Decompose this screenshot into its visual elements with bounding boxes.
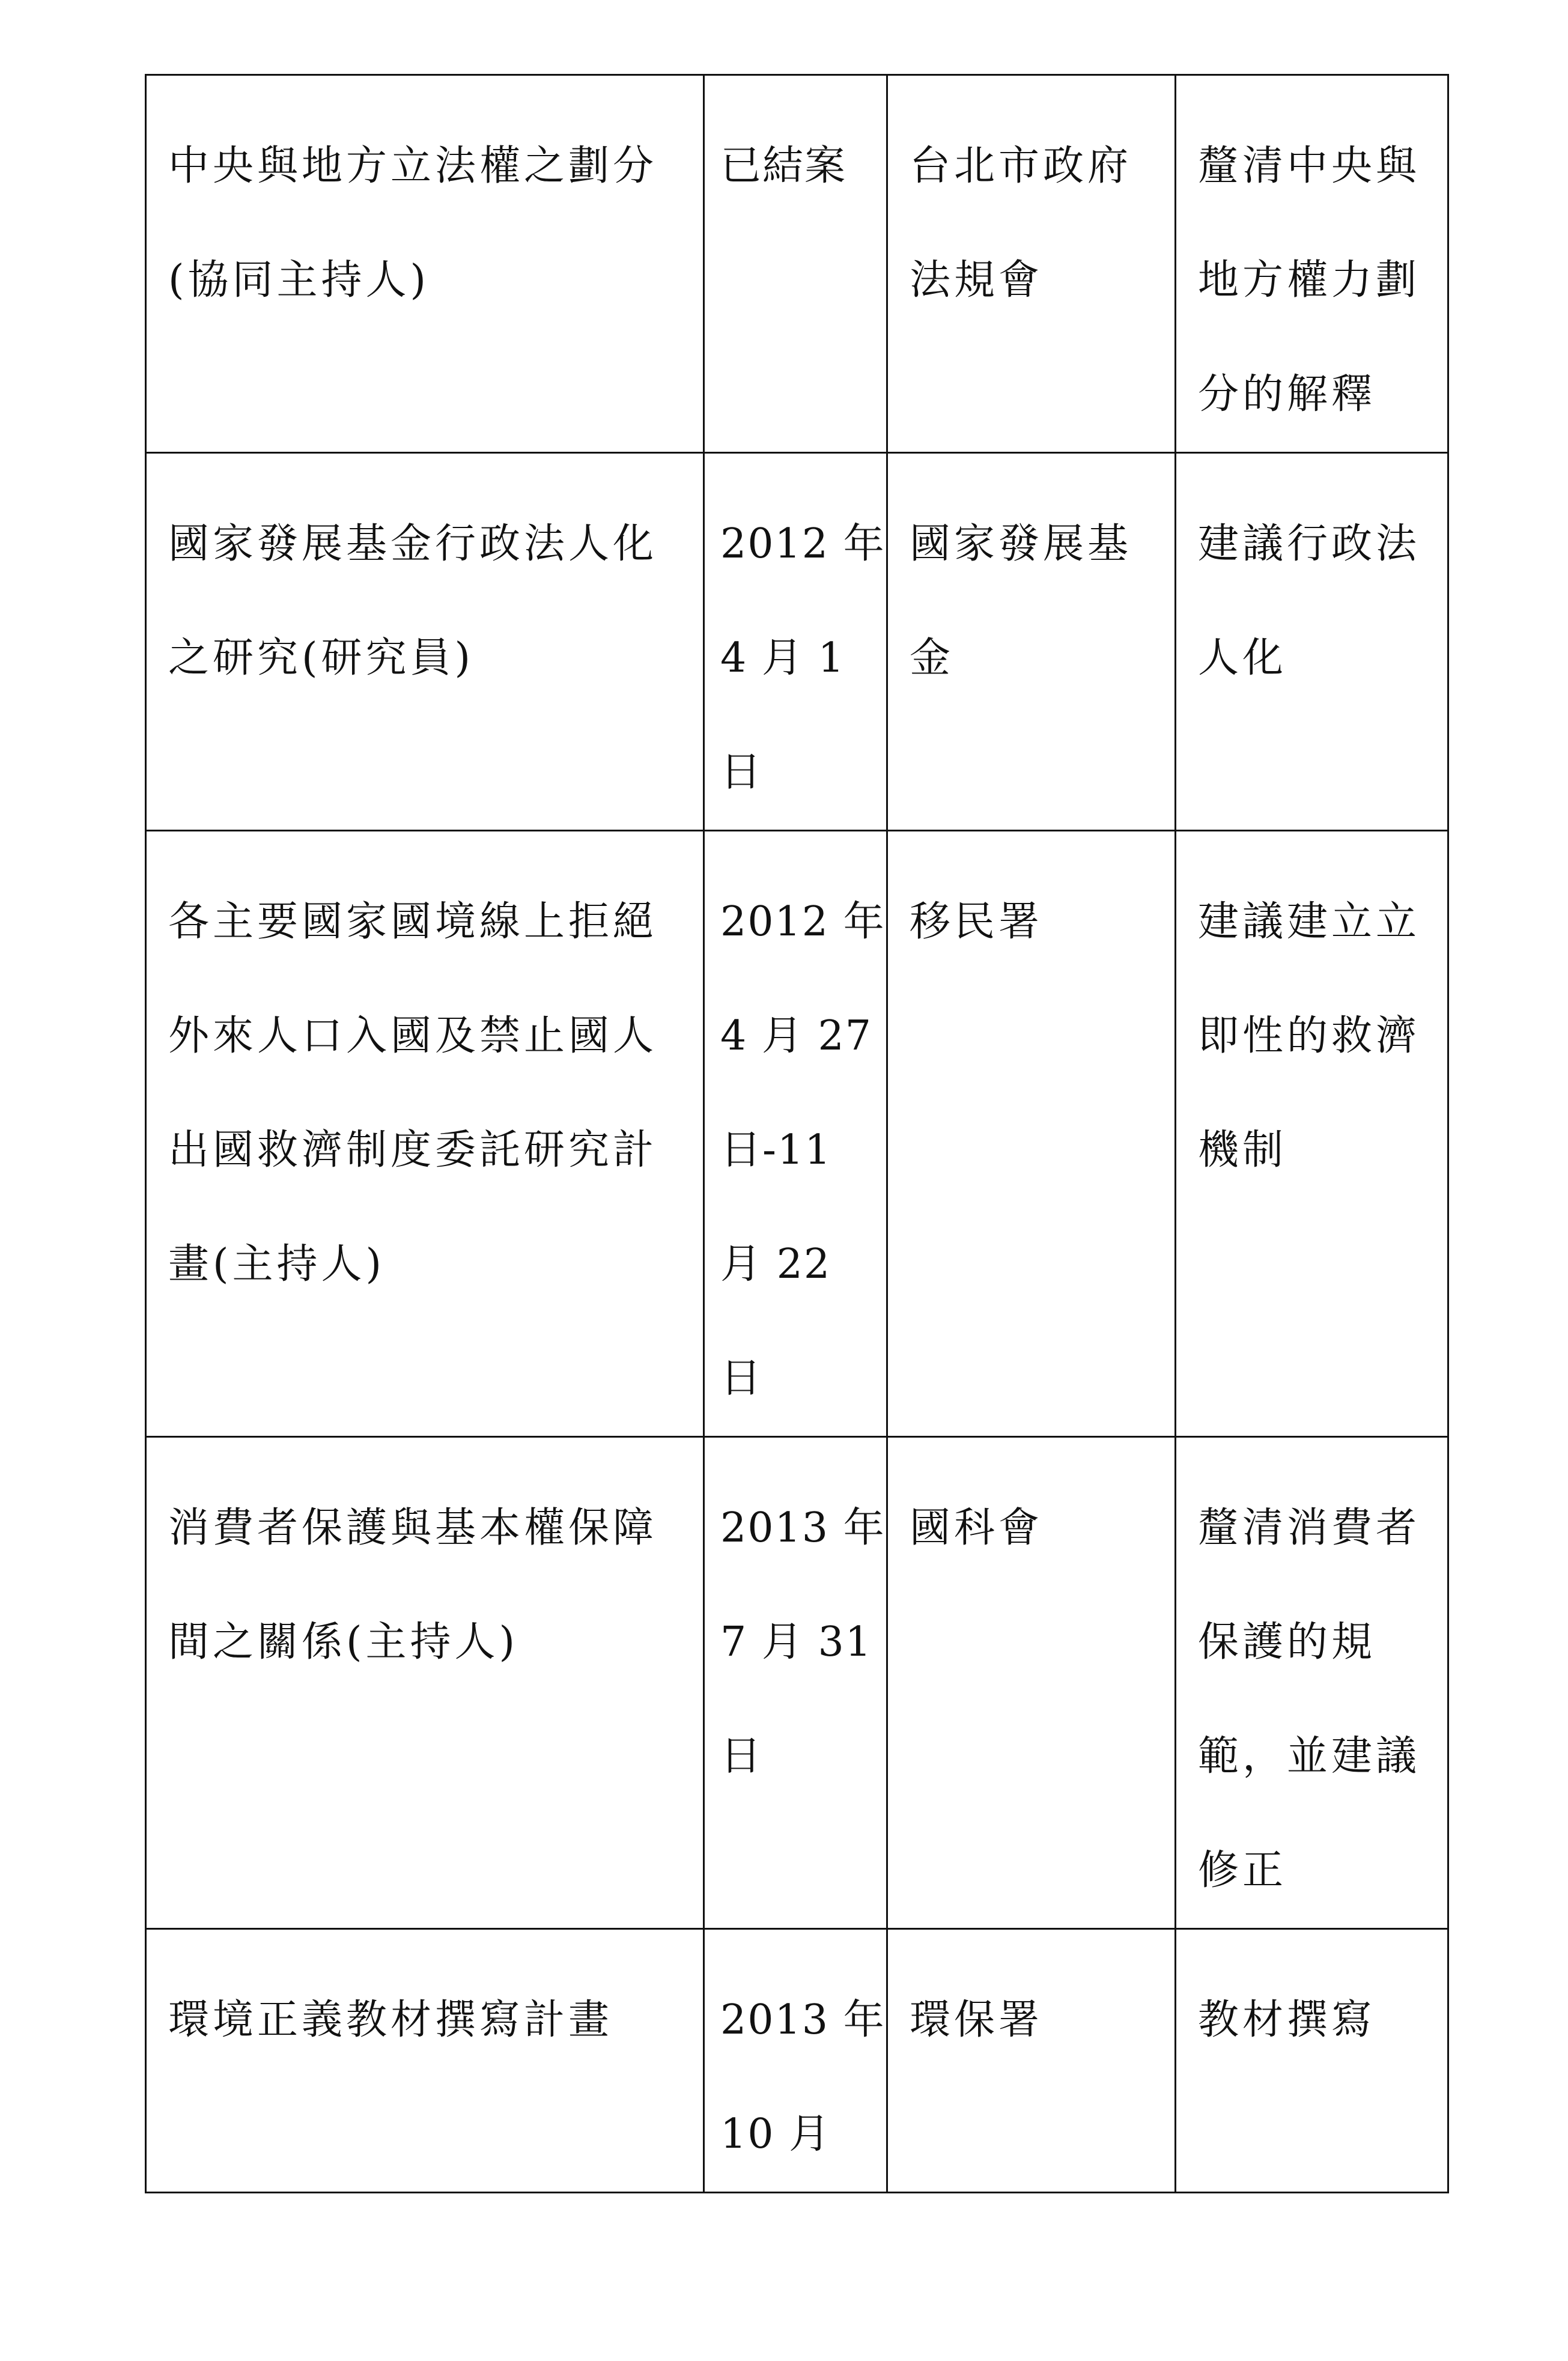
research-projects-table bbox=[145, 74, 1449, 2193]
agency-cell: 環保署 bbox=[887, 1929, 1176, 2193]
project-cell: 各主要國家國境線上拒絕 外來人口入國及禁止國人 出國救濟制度委託研究計 畫(主持人) bbox=[146, 831, 704, 1437]
project-cell: 中央與地方立法權之劃分 (協同主持人) bbox=[146, 75, 704, 453]
agency-cell: 移民署 bbox=[887, 831, 1176, 1437]
agency-cell: 國科會 bbox=[887, 1437, 1176, 1929]
result-cell: 釐清消費者 保護的規 範，並建議 修正 bbox=[1176, 1437, 1448, 1929]
agency-cell: 台北市政府 法規會 bbox=[887, 75, 1176, 453]
result-cell: 建議建立立 即性的救濟 機制 bbox=[1176, 831, 1448, 1437]
table-row bbox=[146, 453, 1448, 831]
result-cell: 釐清中央與 地方權力劃 分的解釋 bbox=[1176, 75, 1448, 453]
date-cell: 已結案 bbox=[704, 75, 887, 453]
date-cell: 2013 年 7 月 31 日 bbox=[704, 1437, 887, 1929]
result-cell: 教材撰寫 bbox=[1176, 1929, 1448, 2193]
table-row bbox=[146, 1929, 1448, 2193]
date-cell: 2012 年 4 月 1 日 bbox=[704, 453, 887, 831]
project-cell: 環境正義教材撰寫計畫 bbox=[146, 1929, 704, 2193]
project-cell: 國家發展基金行政法人化 之研究(研究員) bbox=[146, 453, 704, 831]
result-cell: 建議行政法 人化 bbox=[1176, 453, 1448, 831]
date-cell: 2013 年 10 月 bbox=[704, 1929, 887, 2193]
date-cell: 2012 年 4 月 27 日-11 月 22 日 bbox=[704, 831, 887, 1437]
agency-cell: 國家發展基 金 bbox=[887, 453, 1176, 831]
table-row bbox=[146, 75, 1448, 453]
table-row bbox=[146, 831, 1448, 1437]
project-cell: 消費者保護與基本權保障 間之關係(主持人) bbox=[146, 1437, 704, 1929]
table-row bbox=[146, 1437, 1448, 1929]
